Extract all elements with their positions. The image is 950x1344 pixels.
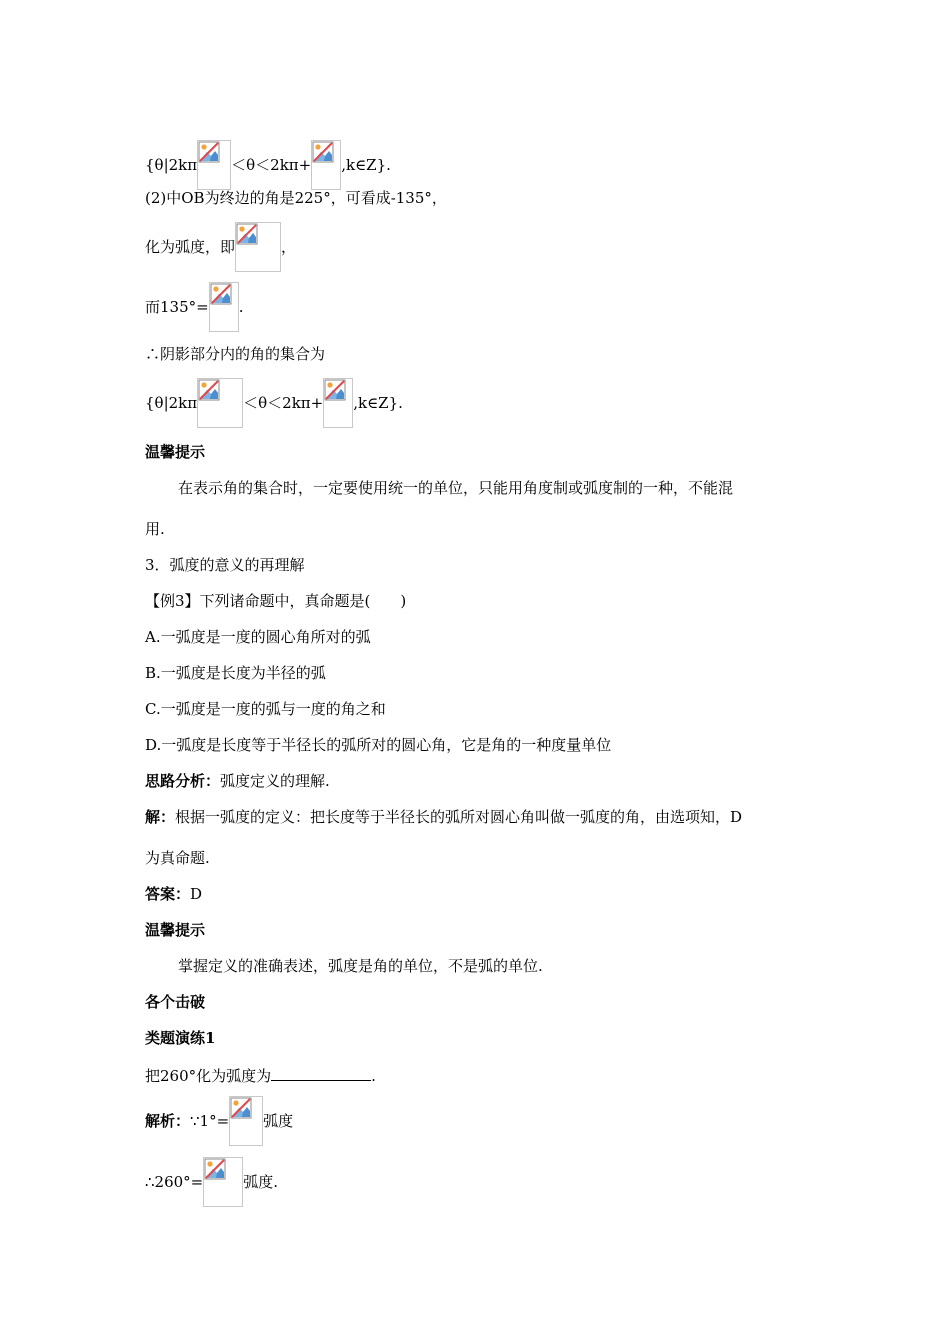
formula-image-icon <box>203 1157 243 1207</box>
analysis-text: 弧度定义的理解. <box>220 772 330 790</box>
answer-blank <box>271 1064 371 1081</box>
tip-heading: 温馨提示 <box>145 921 206 939</box>
practice-question <box>145 1064 376 1086</box>
solution-text: 根据一弧度的定义：把长度等于半径长的弧所对圆心角叫做一弧度的角，由选项知，D <box>175 808 743 826</box>
option-d: D.一弧度是长度等于半径长的弧所对的圆心角，它是角的一种度量单位 <box>145 736 612 754</box>
solution-line: 为真命题. <box>145 849 210 867</box>
option-c: C.一弧度是一度的弧与一度的角之和 <box>145 700 386 718</box>
text: ∵1°= <box>190 1112 230 1130</box>
example-stem: 【例3】下列诸命题中，真命题是( ) <box>145 592 407 610</box>
paragraph-line: ∴阴影部分内的角的集合为 <box>145 345 326 363</box>
tip-heading: 温馨提示 <box>145 443 206 461</box>
answer-value: D <box>190 885 203 903</box>
text: 化为弧度，即 <box>145 238 236 256</box>
set-open-text: {θ|2kπ <box>145 394 198 412</box>
text: 弧度. <box>243 1173 279 1191</box>
set-mid-text: ＜θ＜2kπ+ <box>231 156 312 174</box>
set-open-text: {θ|2kπ <box>145 156 198 174</box>
set-expression-2 <box>145 378 403 428</box>
answer-label: 答案： <box>145 885 191 903</box>
practice-solution-line <box>145 1157 278 1207</box>
answer-line <box>145 884 202 904</box>
set-close-text: ,k∈Z}. <box>341 156 391 174</box>
solution-label: 解析： <box>145 1112 191 1130</box>
tip-body: 用. <box>145 520 165 538</box>
formula-image-icon <box>197 140 231 190</box>
section-heading: 各个击破 <box>145 993 206 1011</box>
formula-image-icon <box>311 140 341 190</box>
tip-body: 掌握定义的准确表述，弧度是角的单位，不是弧的单位. <box>178 957 543 975</box>
option-a: A.一弧度是一度的圆心角所对的弧 <box>145 628 371 646</box>
text: 而135°= <box>145 298 209 316</box>
text: ∴260°= <box>145 1173 204 1191</box>
set-expression-1 <box>145 140 391 190</box>
text: 把260°化为弧度为 <box>145 1067 272 1085</box>
solution-label: 解： <box>145 808 176 826</box>
tip-body: 在表示角的集合时，一定要使用统一的单位，只能用角度制或弧度制的一种，不能混 <box>178 479 734 497</box>
formula-image-icon <box>197 378 243 428</box>
analysis-label: 思路分析： <box>145 772 221 790</box>
paragraph-line <box>145 222 296 272</box>
paragraph-line: (2)中OB为终边的角是225°，可看成-135°， <box>145 189 447 207</box>
option-b: B.一弧度是长度为半径的弧 <box>145 664 326 682</box>
formula-image-icon <box>209 282 239 332</box>
text: ， <box>281 238 297 256</box>
analysis-line <box>145 771 330 791</box>
paragraph-line <box>145 282 243 332</box>
set-close-text: ,k∈Z}. <box>353 394 403 412</box>
set-mid-text: ＜θ＜2kπ+ <box>243 394 324 412</box>
solution-line <box>145 807 742 827</box>
formula-image-icon <box>235 222 281 272</box>
formula-image-icon <box>323 378 353 428</box>
text: . <box>371 1067 376 1085</box>
formula-image-icon <box>229 1096 263 1146</box>
section-heading: 3．弧度的意义的再理解 <box>145 556 305 574</box>
text: 弧度 <box>263 1112 294 1130</box>
practice-solution-line <box>145 1096 293 1146</box>
section-heading: 类题演练1 <box>145 1029 216 1047</box>
text: . <box>238 298 244 316</box>
